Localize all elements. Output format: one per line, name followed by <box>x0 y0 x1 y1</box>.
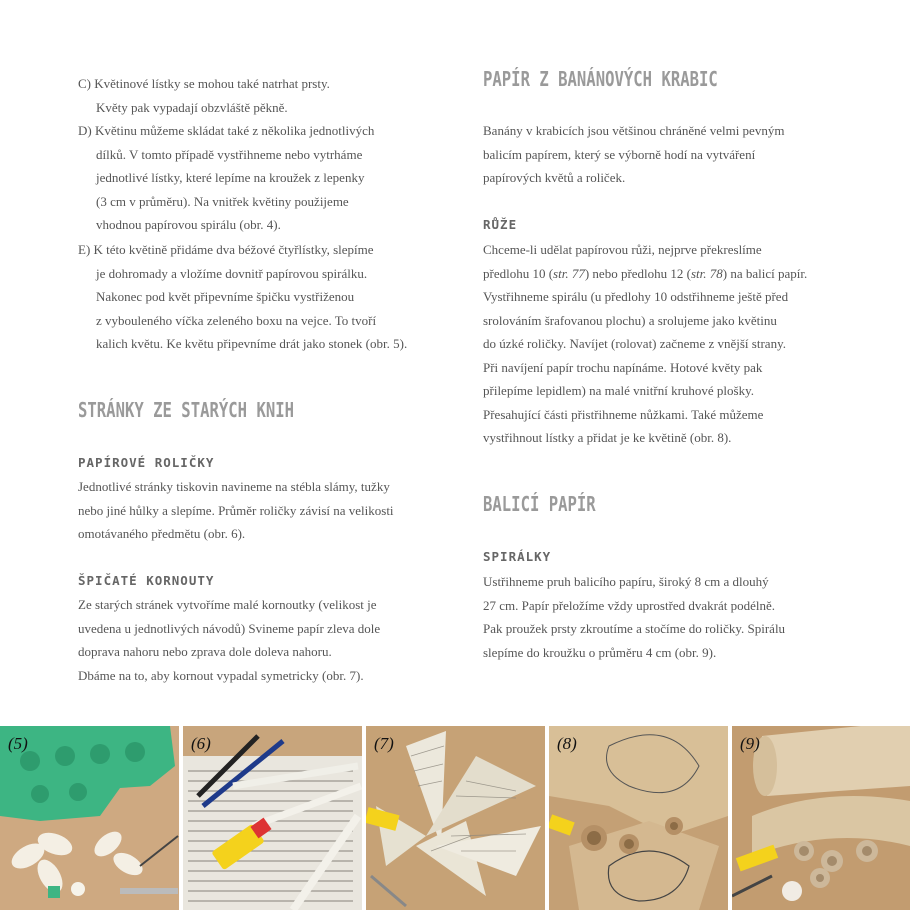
photo-pencils-newspaper <box>183 726 362 910</box>
subheading-paper-rolls: PAPÍROVÉ ROLIČKY <box>78 455 215 470</box>
spirals-text: Ustřihneme pruh balicího papíru, široký 8 cm a dlouhý 27 cm. Papír přeložíme vždy uprostřed dvakrát podélně. Pak proužek prsty zkroutíme a stočíme do roličky. Spirálu slepíme do kroužku o průměru 4 cm (obr. 9). <box>483 574 786 660</box>
subheading-pointed-cones: ŠPIČATÉ KORNOUTY <box>78 573 215 588</box>
paper-rolls-text: Jednotlivé stránky tiskovin navineme na stébla slámy, tužky nebo jiné hůlky a slepíme. Průměr roličky závisí na velikosti omotávaného předmětu (obr. 6). <box>78 479 394 541</box>
roses-text-line2: předlohu 10 (str. 77) nebo předlohu 12 (str. 78) na balicí papír. <box>483 265 808 281</box>
step-d: D) Květinu můžeme skládat také z několika jednotlivých dílků. V tomto případě vystřihneme nebo vytrháme jednotlivé lístky, které lepíme na kroužek z lepenky (3 cm v průměru). Na vnitřek květiny použijeme vhodnou papírovou spirálu (obr. 4). <box>78 123 375 232</box>
photo-kraft-roses <box>549 726 728 910</box>
photo-label-6: (6) <box>191 734 211 753</box>
photo-label-5: (5) <box>8 734 28 753</box>
banana-intro-text: Banány v krabicích jsou většinou chráněné velmi pevným balicím papírem, který se výborně hodí na vytváření papírových květů a roliček. <box>483 123 785 185</box>
section-title-wrapping-paper: BALICÍ PAPÍR <box>483 492 596 516</box>
section-title-banana-boxes: PAPÍR Z BANÁNOVÝCH KRABIC <box>483 67 718 91</box>
photo-egg-carton-flowers <box>0 726 179 910</box>
photo-label-8: (8) <box>557 734 577 753</box>
pointed-cones-text: Ze starých stránek vytvoříme malé kornoutky (velikost je uvedena u jednotlivých návodů) Svineme papír zleva dole doprava nahoru nebo zprava dole doleva nahoru. Dbáme na to, aby kornout vypadal symetricky (obr. 7). <box>78 597 381 683</box>
subheading-spirals: SPIRÁLKY <box>483 549 552 564</box>
photo-label-9: (9) <box>740 734 760 753</box>
photo-paper-cones <box>366 726 545 910</box>
subheading-roses: RŮŽE <box>483 217 518 232</box>
photo-strip <box>0 726 910 910</box>
roses-text: Chceme-li udělat papírovou růži, nejprve překreslíme předlohu 10 (str. 77) nebo předlohu 12 (str. 78) na balicí papír. Vystřihneme spirálu (u předlohy 10 odstřihneme ještě před srolováním šrafovanou plochu) a srolujeme jako květinu do úzké roličky. Navíjet (rolovat) začneme z vnější strany. Při navíjení papír trochu napínáme. Hotové květy pak přilepíme lepidlem) na malé vnitřní kruhové plošky. Přesahující části přistřihneme nůžkami. Také můžeme vystřihnout lístky a přidat je ke květině (obr. 8). <box>483 242 808 445</box>
photo-label-7: (7) <box>374 734 394 753</box>
step-e: E) K této květině přidáme dva béžové čtyřlístky, slepíme je dohromady a vložíme dovnitř papírovou spirálku. Nakonec pod květ připevníme špičku vystřiženou z vybouleného víčka zeleného boxu na vejce. To tvoří kalich květu. Ke květu připevníme drát jako stonek (obr. 5). <box>78 242 408 351</box>
section-title-old-books: STRÁNKY ZE STARÝCH KNIH <box>78 398 295 422</box>
photo-paper-roll-spirals <box>732 726 910 910</box>
step-c: C) Květinové lístky se mohou také natrhat prsty. Květy pak vypadají obzvláště pěkně. <box>78 76 330 115</box>
